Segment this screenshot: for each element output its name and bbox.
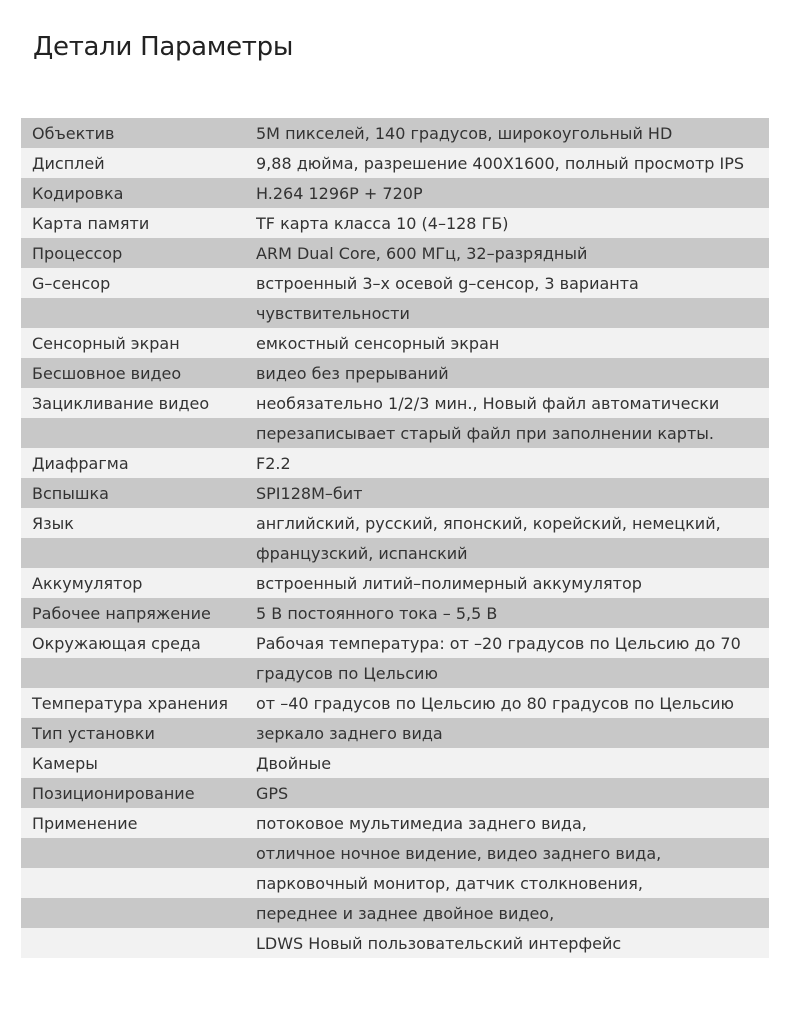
spec-row bbox=[21, 928, 769, 958]
spec-label: Язык bbox=[32, 513, 74, 533]
spec-label: Вспышка bbox=[32, 483, 109, 503]
spec-row bbox=[21, 718, 769, 748]
spec-value: парковочный монитор, датчик столкновения, bbox=[256, 873, 643, 893]
spec-row bbox=[21, 388, 769, 418]
spec-label: Камеры bbox=[32, 753, 98, 773]
spec-value: чувствительности bbox=[256, 303, 410, 323]
spec-label: Процессор bbox=[32, 243, 123, 263]
spec-value: переднее и заднее двойное видео, bbox=[256, 903, 555, 923]
spec-row bbox=[21, 118, 769, 148]
spec-table bbox=[21, 118, 769, 958]
spec-label: Кодировка bbox=[32, 183, 124, 203]
spec-value: встроенный 3–х осевой g–сенсор, 3 варианта bbox=[256, 273, 639, 293]
spec-value: LDWS Новый пользовательский интерфейс bbox=[256, 933, 622, 953]
spec-row bbox=[21, 568, 769, 598]
spec-row bbox=[21, 808, 769, 838]
spec-label: Рабочее напряжение bbox=[32, 603, 211, 623]
spec-row bbox=[21, 178, 769, 208]
spec-row bbox=[21, 838, 769, 868]
spec-row bbox=[21, 328, 769, 358]
spec-value: потоковое мультимедиа заднего вида, bbox=[256, 813, 587, 833]
spec-row bbox=[21, 538, 769, 568]
spec-label: Бесшовное видео bbox=[32, 363, 182, 383]
spec-value: английский, русский, японский, корейский, немецкий, bbox=[256, 513, 721, 533]
spec-label: G–сенсор bbox=[32, 273, 111, 293]
spec-label: Позиционирование bbox=[32, 783, 195, 803]
spec-label: Дисплей bbox=[32, 153, 105, 173]
spec-row bbox=[21, 208, 769, 238]
spec-row bbox=[21, 148, 769, 178]
spec-value: 9,88 дюйма, разрешение 400X1600, полный просмотр IPS bbox=[256, 153, 745, 173]
spec-row bbox=[21, 448, 769, 478]
spec-label: Температура хранения bbox=[32, 693, 229, 713]
spec-row bbox=[21, 598, 769, 628]
spec-row bbox=[21, 478, 769, 508]
spec-row bbox=[21, 418, 769, 448]
spec-value: Рабочая температура: от –20 градусов по Цельсию до 70 bbox=[256, 633, 741, 653]
spec-label: Сенсорный экран bbox=[32, 333, 180, 353]
spec-value: 5M пикселей, 140 градусов, широкоугольный HD bbox=[256, 123, 673, 143]
spec-value: зеркало заднего вида bbox=[256, 723, 443, 743]
spec-label: Объектив bbox=[32, 123, 115, 143]
spec-value: встроенный литий–полимерный аккумулятор bbox=[256, 573, 642, 593]
spec-row bbox=[21, 748, 769, 778]
spec-value: перезаписывает старый файл при заполнении карты. bbox=[256, 423, 714, 443]
spec-row bbox=[21, 778, 769, 808]
spec-value: емкостный сенсорный экран bbox=[256, 333, 500, 353]
spec-value: TF карта класса 10 (4–128 ГБ) bbox=[256, 213, 509, 233]
spec-label: Применение bbox=[32, 813, 138, 833]
spec-label: Зацикливание видео bbox=[32, 393, 210, 413]
page-title: Детали Параметры bbox=[33, 32, 294, 62]
spec-value: Двойные bbox=[256, 753, 332, 773]
spec-value: отличное ночное видение, видео заднего вида, bbox=[256, 843, 662, 863]
spec-row bbox=[21, 628, 769, 658]
spec-value: градусов по Цельсию bbox=[256, 663, 438, 683]
spec-row bbox=[21, 268, 769, 298]
spec-row bbox=[21, 658, 769, 688]
spec-value: SPI128M–бит bbox=[256, 483, 363, 503]
spec-value: F2.2 bbox=[256, 453, 291, 473]
spec-label: Диафрагма bbox=[32, 453, 129, 473]
spec-value: GPS bbox=[256, 783, 289, 803]
spec-row bbox=[21, 898, 769, 928]
spec-label: Тип установки bbox=[32, 723, 155, 743]
spec-value: видео без прерываний bbox=[256, 363, 449, 383]
spec-value: необязательно 1/2/3 мин., Новый файл автоматически bbox=[256, 393, 720, 413]
spec-value: ARM Dual Core, 600 МГц, 32–разрядный bbox=[256, 243, 588, 263]
spec-label: Окружающая среда bbox=[32, 633, 201, 653]
spec-row bbox=[21, 508, 769, 538]
spec-row bbox=[21, 358, 769, 388]
spec-label: Аккумулятор bbox=[32, 573, 143, 593]
spec-row bbox=[21, 298, 769, 328]
spec-row bbox=[21, 238, 769, 268]
spec-value: H.264 1296P + 720P bbox=[256, 183, 423, 203]
spec-label: Карта памяти bbox=[32, 213, 150, 233]
spec-value: французский, испанский bbox=[256, 543, 468, 563]
spec-row bbox=[21, 688, 769, 718]
spec-value: от –40 градусов по Цельсию до 80 градусов по Цельсию bbox=[256, 693, 734, 713]
spec-row bbox=[21, 868, 769, 898]
spec-value: 5 В постоянного тока – 5,5 В bbox=[256, 603, 498, 623]
